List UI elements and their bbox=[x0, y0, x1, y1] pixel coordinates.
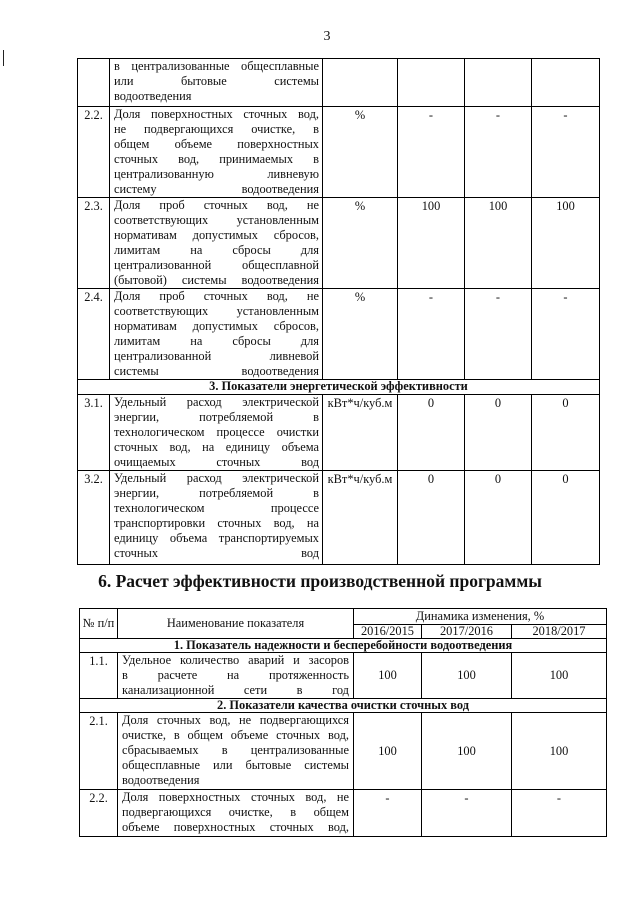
indicator-description bbox=[110, 471, 323, 565]
description-line: транспортировки сточных вод, на bbox=[114, 516, 319, 530]
value-cell: 100 bbox=[354, 713, 422, 790]
value-cell: - bbox=[512, 790, 607, 837]
unit-cell: кВт*ч/куб.м bbox=[323, 395, 398, 471]
description-line: очистке, в общем объеме сточных вод, bbox=[122, 728, 349, 742]
description-line: в расчете на протяженность bbox=[122, 668, 349, 682]
description-line: сточных вод, на единицу объема bbox=[114, 440, 319, 454]
description-line: энергии, потребляемой в bbox=[114, 486, 319, 500]
header-name: Наименование показателя bbox=[118, 609, 354, 639]
description-line: сточных вод, принимаемых в bbox=[114, 152, 319, 166]
description-line: Доля проб сточных вод, не bbox=[114, 198, 319, 212]
description-line: общесплавные или бытовые системы bbox=[122, 758, 349, 772]
description-line: соответствующих установленным bbox=[114, 304, 319, 318]
row-number: 2.1. bbox=[80, 713, 118, 790]
section-title: 1. Показатель надежности и бесперебойности водоотведения bbox=[80, 639, 607, 653]
indicator-description bbox=[118, 790, 354, 837]
value-cell: - bbox=[422, 790, 512, 837]
row-number: 1.1. bbox=[80, 653, 118, 699]
value-cell: 100 bbox=[354, 653, 422, 699]
value-cell: - bbox=[532, 289, 600, 380]
description-line: энергии, потребляемой в bbox=[114, 410, 319, 424]
efficiency-table bbox=[79, 608, 607, 837]
unit-cell bbox=[323, 59, 398, 107]
description-line: канализационной сети в год bbox=[122, 683, 349, 697]
description-line: Доля проб сточных вод, не bbox=[114, 289, 319, 303]
description-line: или бытовые системы bbox=[114, 74, 319, 88]
table-row bbox=[78, 107, 600, 198]
description-line: Доля сточных вод, не подвергающихся bbox=[122, 713, 349, 727]
value-cell: 0 bbox=[465, 395, 532, 471]
table-row bbox=[78, 198, 600, 289]
row-number: 2.3. bbox=[78, 198, 110, 289]
value-cell bbox=[398, 59, 465, 107]
indicator-description bbox=[110, 395, 323, 471]
description-line: сбрасываемых в централизованные bbox=[122, 743, 349, 757]
value-cell bbox=[465, 59, 532, 107]
description-line: объеме поверхностных сточных вод, bbox=[122, 820, 349, 834]
description-line: общем объеме поверхностных bbox=[114, 137, 319, 151]
header-year: 2017/2016 bbox=[422, 625, 512, 639]
unit-cell: % bbox=[323, 289, 398, 380]
description-line: технологическом процессе bbox=[114, 501, 319, 515]
indicator-description bbox=[110, 59, 323, 107]
margin-mark bbox=[3, 50, 4, 66]
description-line: централизованной ливневой bbox=[114, 349, 319, 363]
indicator-description bbox=[118, 713, 354, 790]
indicator-description bbox=[110, 107, 323, 198]
table-row bbox=[80, 713, 607, 790]
row-number: 3.2. bbox=[78, 471, 110, 565]
table-row bbox=[80, 653, 607, 699]
description-line: Доля поверхностных сточных вод, bbox=[114, 107, 319, 121]
value-cell: 0 bbox=[465, 471, 532, 565]
description-line: лимитам на сбросы для bbox=[114, 243, 319, 257]
description-line: в централизованные общесплавные bbox=[114, 59, 319, 73]
description-line: системы водоотведения bbox=[114, 364, 319, 378]
description-line: нормативам допустимых сбросов, bbox=[114, 319, 319, 333]
value-cell: - bbox=[354, 790, 422, 837]
section-row bbox=[78, 380, 600, 395]
table-row bbox=[78, 471, 600, 565]
row-number: 2.2. bbox=[78, 107, 110, 198]
description-line: централизованную ливневую bbox=[114, 167, 319, 181]
description-line: Удельный расход электрической bbox=[114, 471, 319, 485]
value-cell: 100 bbox=[465, 198, 532, 289]
value-cell: 100 bbox=[422, 713, 512, 790]
description-line: нормативам допустимых сбросов, bbox=[114, 228, 319, 242]
section-heading: 6. Расчет эффективности производственной программы bbox=[98, 571, 542, 591]
description-line: Доля поверхностных сточных вод, не bbox=[122, 790, 349, 804]
section-title: 2. Показатели качества очистки сточных вод bbox=[80, 699, 607, 713]
value-cell: - bbox=[398, 107, 465, 198]
description-line: не подвергающихся очистке, в bbox=[114, 122, 319, 136]
section-title: 3. Показатели энергетической эффективности bbox=[78, 380, 600, 395]
table-row bbox=[80, 790, 607, 837]
table-row bbox=[78, 395, 600, 471]
value-cell: - bbox=[398, 289, 465, 380]
description-line: единицу объема транспортируемых bbox=[114, 531, 319, 545]
value-cell: 100 bbox=[398, 198, 465, 289]
description-line: Удельное количество аварий и засоров bbox=[122, 653, 349, 667]
description-line: технологическом процессе очистки bbox=[114, 425, 319, 439]
table-row bbox=[78, 59, 600, 107]
value-cell: 0 bbox=[398, 471, 465, 565]
value-cell: - bbox=[465, 107, 532, 198]
description-line: систему водоотведения bbox=[114, 182, 319, 196]
row-number: 3.1. bbox=[78, 395, 110, 471]
header-row bbox=[80, 609, 607, 625]
value-cell: - bbox=[532, 107, 600, 198]
row-number: 2.4. bbox=[78, 289, 110, 380]
indicator-description bbox=[110, 198, 323, 289]
efficiency-table-body bbox=[80, 609, 607, 837]
row-number bbox=[78, 59, 110, 107]
description-line: централизованной общесплавной bbox=[114, 258, 319, 272]
description-line: водоотведения bbox=[122, 773, 200, 787]
indicator-description bbox=[118, 653, 354, 699]
header-year: 2018/2017 bbox=[512, 625, 607, 639]
indicators-table-body bbox=[78, 59, 600, 565]
indicator-description bbox=[110, 289, 323, 380]
header-year: 2016/2015 bbox=[354, 625, 422, 639]
value-cell bbox=[532, 59, 600, 107]
value-cell: 100 bbox=[512, 713, 607, 790]
value-cell: 100 bbox=[422, 653, 512, 699]
section-row bbox=[80, 699, 607, 713]
description-line: (бытовой) системы водоотведения bbox=[114, 273, 319, 287]
description-line: водоотведения bbox=[114, 89, 192, 103]
value-cell: 100 bbox=[512, 653, 607, 699]
description-line: подвергающихся очистке, в общем bbox=[122, 805, 349, 819]
table-row bbox=[78, 289, 600, 380]
description-line: очищаемых сточных вод bbox=[114, 455, 319, 469]
description-line: сточных вод bbox=[114, 546, 319, 560]
description-line: соответствующих установленным bbox=[114, 213, 319, 227]
value-cell: 0 bbox=[398, 395, 465, 471]
header-num: № п/п bbox=[80, 609, 118, 639]
value-cell: - bbox=[465, 289, 532, 380]
header-dynamics: Динамика изменения, % bbox=[354, 609, 607, 625]
description-line: лимитам на сбросы для bbox=[114, 334, 319, 348]
row-number: 2.2. bbox=[80, 790, 118, 837]
unit-cell: кВт*ч/куб.м bbox=[323, 471, 398, 565]
section-row bbox=[80, 639, 607, 653]
unit-cell: % bbox=[323, 107, 398, 198]
page-number: 3 bbox=[323, 29, 331, 44]
unit-cell: % bbox=[323, 198, 398, 289]
indicators-table bbox=[77, 58, 600, 565]
description-line: Удельный расход электрической bbox=[114, 395, 319, 409]
value-cell: 0 bbox=[532, 395, 600, 471]
value-cell: 0 bbox=[532, 471, 600, 565]
value-cell: 100 bbox=[532, 198, 600, 289]
